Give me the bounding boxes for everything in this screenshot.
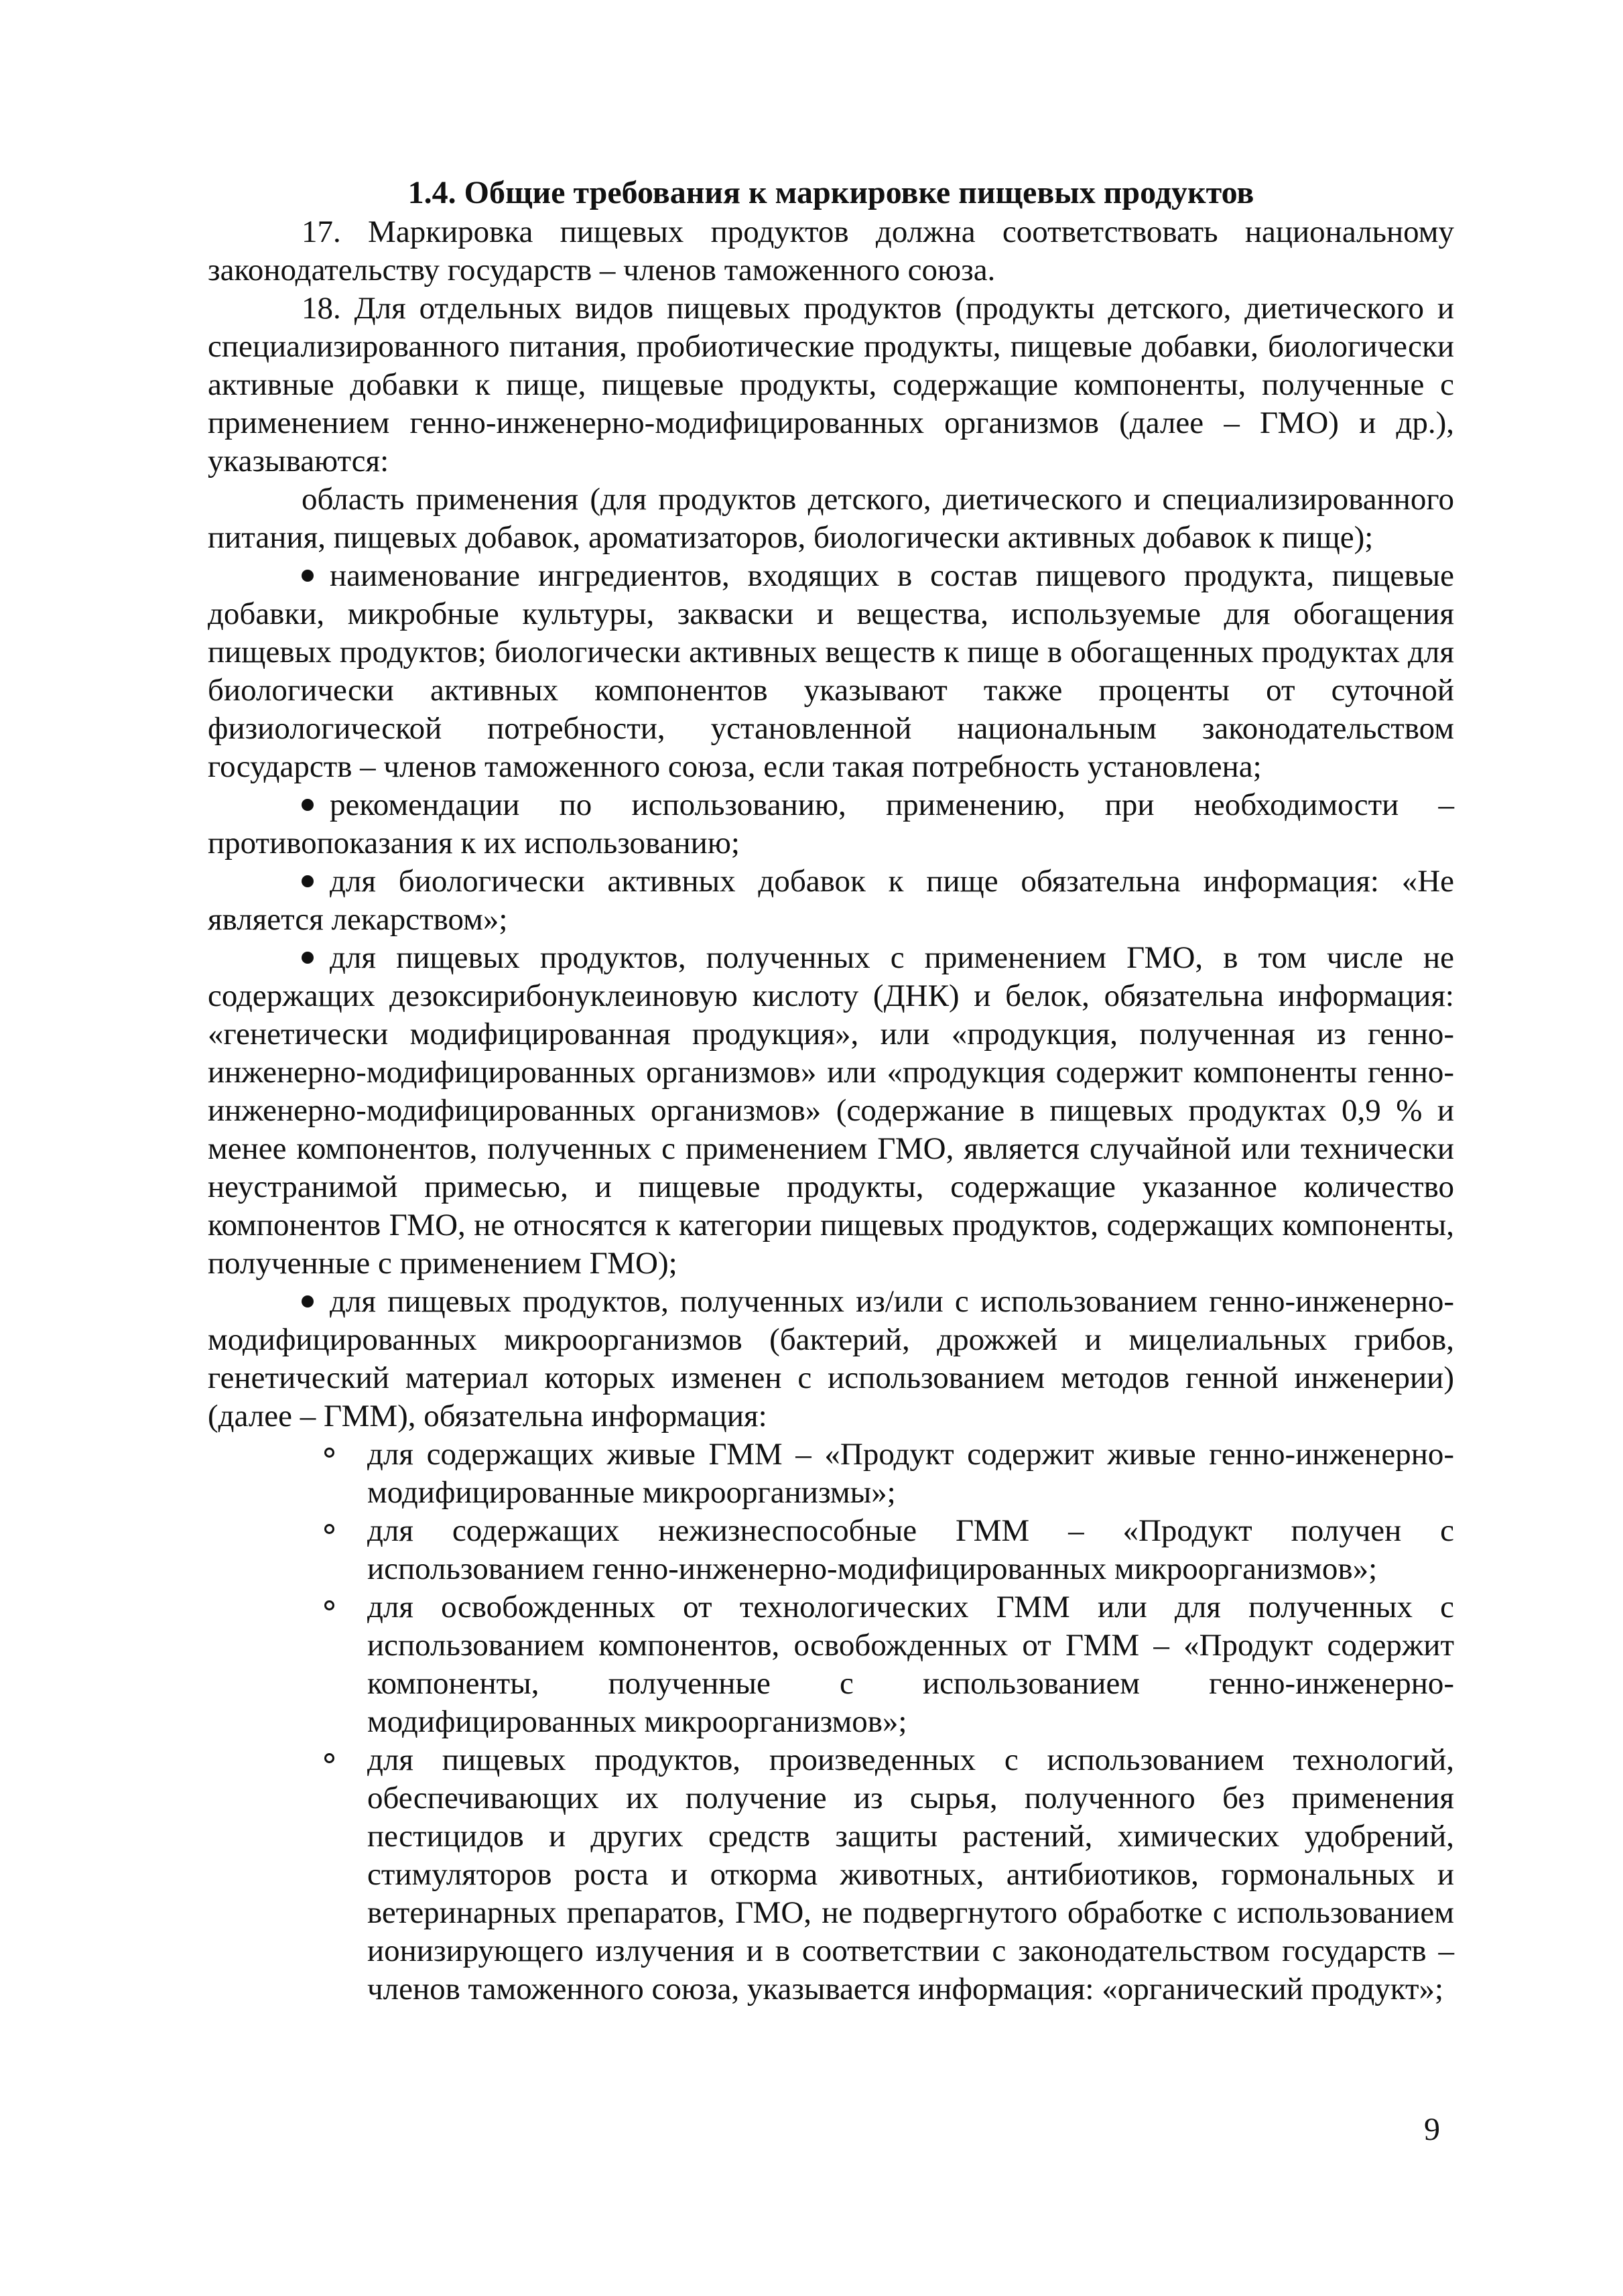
sub-item-text: для пищевых продуктов, произведенных с использованием технологий, обеспечивающих их получение из сырья, полученного без применения пестицидов и других средств защиты растений, химических удобрений, стимуляторов роста и откорма животных, антибиотиков, гормональных и ветеринарных препаратов, ГМО, не подвергнутого обработке с использованием ионизирующего излучения и в соответствии с законодательством государств – членов таможенного союза, указывается информация: «органический продукт»; bbox=[367, 1742, 1454, 2006]
bullet-item-supplements bbox=[208, 863, 1454, 939]
circle-bullet-icon bbox=[324, 1524, 334, 1534]
paragraph-17: 17. Маркировка пищевых продуктов должна соответствовать национальному законодательству государств – членов таможенного союза. bbox=[208, 214, 1454, 288]
bullet-item-recommendations bbox=[208, 786, 1454, 863]
bullet-text: для пищевых продуктов, полученных с применением ГМО, в том числе не содержащих дезоксирибонуклеиновую кислоту (ДНК) и белок, обязательна информация: «генетически модифицированная продукция», или «продукция, полученная из генно-инженерно-модифицированных организмов» или «продукция содержит компоненты генно-инженерно-модифицированных организмов» (содержание в пищевых продуктах 0,9 % и менее компонентов, полученных с применением ГМО, является случайной или технически неустранимой примесью, и пищевые продукты, содержащие указанное количество компонентов ГМО, не относятся к категории пищевых продуктов, содержащих компоненты, полученные с применением ГМО); bbox=[208, 940, 1454, 1281]
sub-item-text: для содержащих нежизнеспособные ГММ – «Продукт получен с использованием генно-инженерно-модифицированных микроорганизмов»; bbox=[367, 1513, 1454, 1586]
sub-item-nonviable-gmm bbox=[367, 1512, 1454, 1588]
bullet-dot-icon bbox=[302, 875, 314, 887]
sub-item-freed-gmm bbox=[367, 1588, 1454, 1741]
bullet-item-ingredients bbox=[208, 557, 1454, 786]
bullet-text: рекомендации по использованию, применению, при необходимости – противопоказания к их использованию; bbox=[208, 787, 1454, 860]
bullet-dot-icon bbox=[302, 1295, 314, 1308]
bullet-text: наименование ингредиентов, входящих в состав пищевого продукта, пищевые добавки, микробные культуры, закваски и вещества, используемые для обогащения пищевых продуктов; биологически активных веществ к пище в обогащенных продуктах для биологически активных компонентов указывают также проценты от суточной физиологической потребности, установленной национальным законодательством государств – членов таможенного союза, если такая потребность установлена; bbox=[208, 558, 1454, 784]
circle-bullet-icon bbox=[324, 1448, 334, 1458]
bullet-dot-icon bbox=[302, 799, 314, 811]
sub-item-text: для освобожденных от технологических ГММ или для полученных с использованием компонентов, освобожденных от ГММ – «Продукт содержит компоненты, полученные с использованием генно-инженерно-модифицированных микроорганизмов»; bbox=[367, 1590, 1454, 1739]
circle-bullet-icon bbox=[324, 1753, 334, 1763]
paragraph-scope: область применения (для продуктов детского, диетического и специализированного питания, пищевых добавок, ароматизаторов, биологически активных добавок к пище); bbox=[208, 482, 1454, 555]
bullet-dot-icon bbox=[302, 952, 314, 964]
circle-bullet-icon bbox=[324, 1600, 334, 1610]
bullet-text: для пищевых продуктов, полученных из/или с использованием генно-инженерно-модифицированных микроорганизмов (бактерий, дрожжей и мицелиальных грибов, генетический материал которых изменен с использованием методов генной инженерии) (далее – ГММ), обязательна информация: bbox=[208, 1284, 1454, 1433]
sub-item-text: для содержащих живые ГММ – «Продукт содержит живые генно-инженерно-модифицированные микроорганизмы»; bbox=[367, 1437, 1454, 1510]
page-content bbox=[208, 173, 1454, 2008]
page-number: 9 bbox=[1424, 2112, 1440, 2147]
bullet-item-gmo bbox=[208, 939, 1454, 1283]
sub-item-live-gmm bbox=[367, 1436, 1454, 1512]
bullet-text: для биологически активных добавок к пище обязательна информация: «Не является лекарством»; bbox=[208, 864, 1454, 937]
section-heading: 1.4. Общие требования к маркировке пищевых продуктов bbox=[407, 175, 1254, 210]
bullet-item-gmm bbox=[208, 1283, 1454, 1436]
paragraph-18: 18. Для отдельных видов пищевых продуктов (продукты детского, диетического и специализированного питания, пробиотические продукты, пищевые добавки, биологически активные добавки к пище, пищевые продукты, содержащие компоненты, полученные с применением генно-инженерно-модифицированных организмов (далее – ГМО) и др.), указываются: bbox=[208, 291, 1454, 479]
bullet-dot-icon bbox=[302, 570, 314, 582]
sub-item-organic bbox=[367, 1741, 1454, 2008]
